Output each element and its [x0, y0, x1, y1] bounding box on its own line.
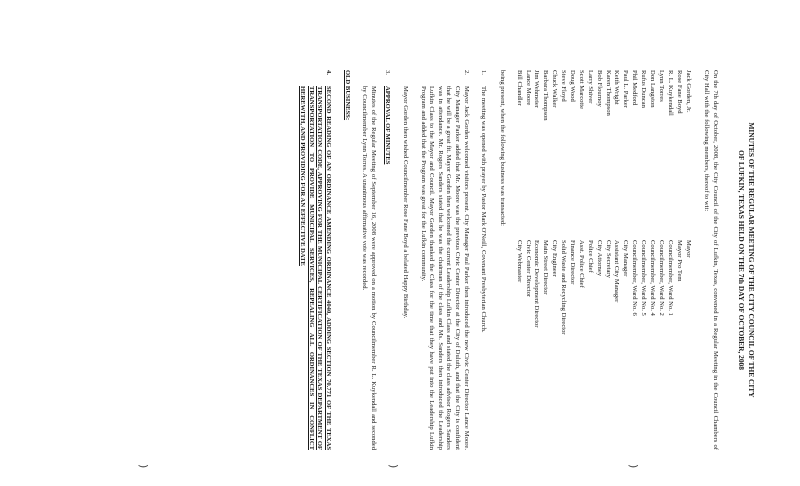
roster-name: R. L. Kuykendall	[666, 70, 674, 116]
roster-row	[629, 70, 638, 450]
intro-paragraph: On the 7th day of October, 2008, the City Council of the City of Lufkin, Texas, convened in a Regular Meeting in the Council Chambers of City Hall with the following members, thereof to wit:	[703, 70, 719, 450]
roster-title: Asst. Police Chief	[577, 240, 585, 288]
roster-row	[585, 70, 594, 450]
item-number: 4.	[325, 70, 333, 75]
roster-name: Doug Wood	[569, 70, 577, 102]
roster-title: City Manager	[622, 240, 630, 277]
roster-name: Steve Floyd	[560, 70, 568, 102]
roster-name: Karen Thompson	[604, 70, 612, 116]
roster-row	[683, 70, 692, 450]
roster-title: Assistant City Manager	[613, 240, 621, 303]
roster-row	[576, 70, 585, 450]
roster-title: Councilmember, Ward No. 1	[666, 240, 674, 316]
roster-title: Mayor Pro Tem	[675, 240, 683, 282]
roster-row	[665, 70, 674, 450]
roster-name: Chuck Walker	[551, 70, 559, 108]
roster-name: Don Langston	[649, 70, 657, 108]
item-number: 1.	[480, 70, 488, 75]
old-business-heading: OLD BUSINESS:	[343, 70, 351, 121]
item-text: Minutes of the Regular Meeting of September 16, 2008 were approved on a motion by Councilmember R. L. Kuykendall and seconded by Councilmember Lynn Torres. A unanimous affirmative vote was recorded.	[361, 86, 377, 450]
roster-name: Rufus Duncan	[640, 70, 648, 108]
title-line-1: MINUTES OF THE REGULAR MEETING OF THE CITY COUNCIL OF THE CITY	[747, 122, 756, 398]
item-heading: APPROVAL OF MINUTES	[384, 86, 392, 165]
item-body	[360, 86, 392, 450]
title-line-2: OF LUFKIN, TEXAS HELD ON THE 7th DAY OF OCTOBER, 2008	[737, 150, 747, 370]
roster-name: Paul L. Parker	[622, 70, 630, 108]
roster-title: Councilmember, Ward No. 2	[657, 240, 665, 316]
attendance-roster	[514, 70, 692, 450]
item-number	[400, 70, 409, 86]
roster-title: City Webmaster	[515, 240, 523, 283]
roster-row	[612, 70, 621, 450]
margin-marks	[0, 410, 800, 486]
roster-title: Councilmember, Ward No. 5	[640, 240, 648, 316]
document-title	[737, 70, 756, 450]
roster-name: Barbara Thompson	[542, 70, 550, 121]
roster-row	[558, 70, 567, 450]
roster-name: Bill Chandler	[515, 70, 523, 106]
roster-title: Councilmember, Ward No. 4	[649, 240, 657, 316]
roster-title: Police Chief	[586, 240, 594, 273]
roster-name: Scott Marcotte	[577, 70, 585, 110]
roster-title: City Attorney	[595, 240, 603, 277]
roster-name: Rose Fane Boyd	[675, 70, 683, 114]
margin-mark: )	[387, 464, 400, 469]
roster-title: City Engineer	[551, 240, 559, 277]
roster-row	[647, 70, 656, 450]
roster-row	[532, 70, 541, 450]
document-content	[289, 70, 756, 450]
agenda-item-1	[479, 70, 488, 450]
agenda-item-2	[418, 70, 470, 450]
roster-name: Bob Flournoy	[595, 70, 603, 107]
roster-title: Economic Development Director	[533, 240, 541, 328]
margin-mark: )	[137, 464, 150, 469]
roster-row	[514, 70, 523, 450]
present-statement: being present, when the following business was transacted:	[498, 70, 506, 227]
item-number: 2.	[462, 70, 470, 75]
roster-row	[523, 70, 532, 450]
roster-row	[549, 70, 558, 450]
roster-title: City Secretary	[604, 240, 612, 278]
item-text: SECOND READING OF AN ORDINANCE AMENDING ORDINANCE 4040, ADDING SECTION 70.771 OF THE TEXAS TRANSPORTATION CODE, APPROVING FOR THE MUNICIPAL CERTIFICATION OF THE TEXAS DEPARTMENT OF TRANSPORTATION TO PROVIDE MUNICIPAL SERVICES, REPEALING ALL ORDINANCES IN CONFLICT HEREWITH, AND PROVIDING FOR AN EFFECTIVE DATE	[299, 86, 333, 450]
roster-name: Larry Shiver	[586, 70, 594, 104]
roster-name: Jim Wehmeier	[533, 70, 541, 108]
roster-title: Main Street Director	[542, 240, 550, 295]
item-text: Mayor Jack Gorden welcomed visitors present. City Manager Paul Parker then introduced the new Civic Center Director Lance Moore. City Manager Parker added that Mr. Moore was the previous Civic Center Director at the City of Duluth, and that the City is confident that he will be a great fit. Mayor Gorden then welcomed the current Leadership Lufkin Class and stated the class advisor Rogers Sanders was in attendance. Mr. Rogers Sanders stated that he was the chairman of the class and Ms. Sanders then introduced the Leadership Lufkin Class to the Mayor and Council. Mayor Gorden thanked the Class for the time that they have put into the Leadership Lufkin Program and added that the Program was great for the Lufkin community.	[419, 86, 470, 450]
item-text: The meeting was opened with prayer by Pastor Mark O'Neill, Covenant Presbyterian Church.	[480, 86, 488, 333]
agenda-item-4	[298, 70, 332, 450]
roster-row	[567, 70, 576, 450]
roster-title: Civic Center Director	[524, 240, 532, 298]
roster-row	[656, 70, 665, 450]
roster-row	[638, 70, 647, 450]
margin-mark: )	[627, 464, 640, 469]
roster-row	[674, 70, 683, 450]
roster-row	[540, 70, 549, 450]
roster-title: Solid Waste and Recycling Director	[560, 240, 568, 335]
roster-title: Councilmember, Ward No. 6	[631, 240, 639, 316]
roster-title: Mayor	[684, 240, 692, 258]
roster-name: Lynn Torres	[657, 70, 665, 102]
roster-row	[621, 70, 630, 450]
roster-row	[594, 70, 603, 450]
roster-name: Phil Medford	[631, 70, 639, 106]
roster-name: Jack Gorden, Jr.	[684, 70, 692, 113]
roster-title: Finance Director	[569, 240, 577, 285]
roster-row	[603, 70, 612, 450]
item-number: 3.	[384, 70, 392, 75]
roster-name: Keith Wright	[613, 70, 621, 105]
agenda-item-3	[360, 70, 392, 450]
agenda-item-2-note	[400, 70, 409, 450]
item-text: Mayor Gorden then wished Councilmember Rose Fane Boyd a belated Happy Birthday.	[402, 86, 410, 319]
roster-name: Lance Moore	[524, 70, 532, 106]
